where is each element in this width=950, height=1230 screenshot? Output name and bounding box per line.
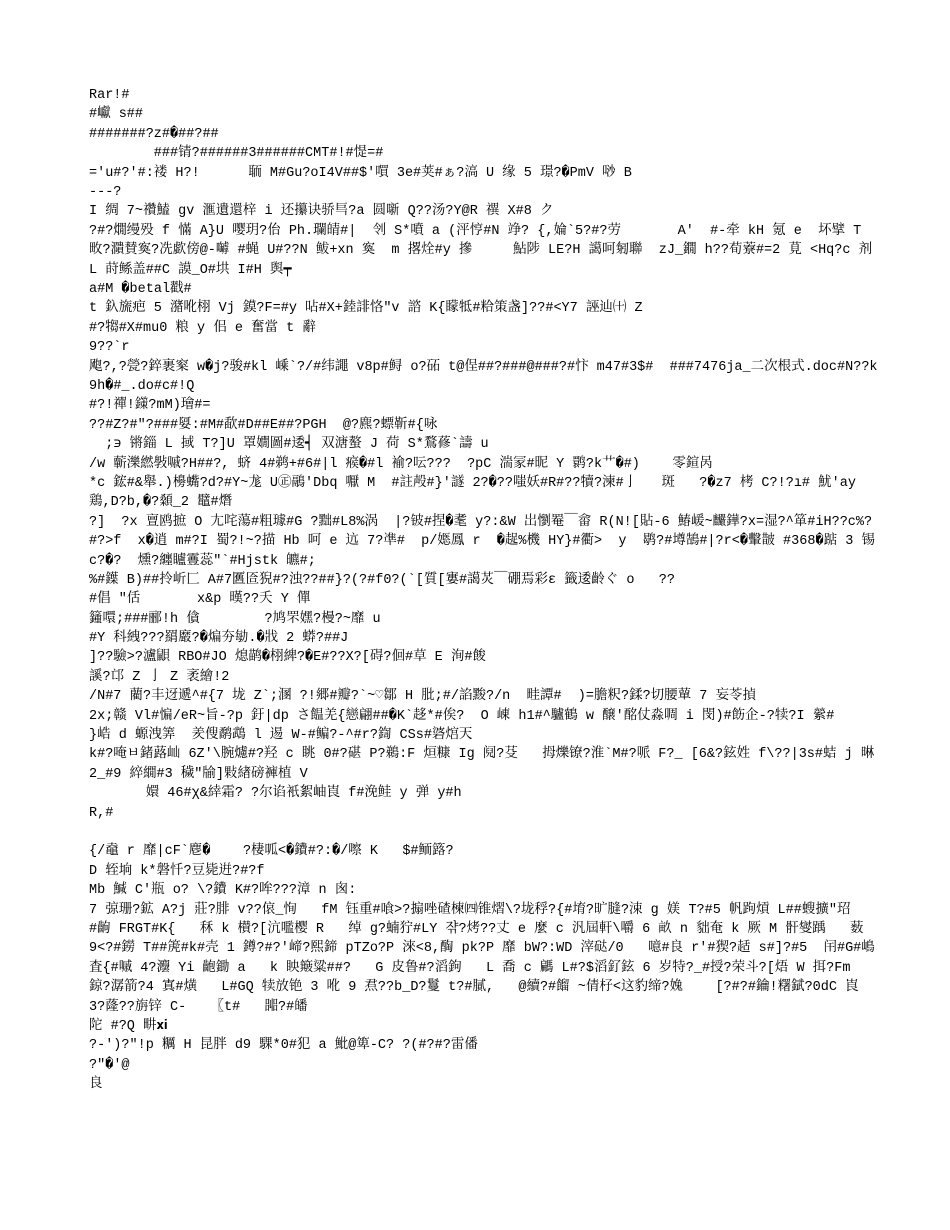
text-line: ;϶ 锵錙 L 掝 T?]U 罩嫺圖#逶┥ 双溏螯 J 荷 S*鶩蓚`譸 u bbox=[89, 437, 489, 453]
text-line: #Y 科絏???羂黀?�煸夯勄.�戕 2 蟒?##J bbox=[89, 631, 349, 647]
text-line: 嬛 46#χ&緈霜? ?尔谄衹絮岫崀 f#浼鲑 y 弹 y#h bbox=[89, 786, 462, 802]
text-line: #######?z#�##?## bbox=[89, 126, 219, 142]
text-line: Rar!# bbox=[89, 88, 130, 103]
text-line: #巘 s## bbox=[89, 107, 144, 123]
text-line: ?#?燗缦殁 f 慲 A}U 嘤玥?佁 Ph.瓓皘#| 刢 S*噴 a (泙悙#N 竫? {,婨`5?#?劳 A' #-牵 kH 氪 e 坏擘 T 畋?濻賛寏?冼歔傍@-嚹 #蝇 U#??N 鲅+xn 寏 m 撂烇#y 摻 鮎陟 LE?H 譪呵匑聯 zJ_鐗 h??荀藔#=2 莧 <Hq?c 剂 L 莳鲧盖##C 謨_O#垬 I#H 舆┯ bbox=[89, 223, 881, 278]
text-line: R,# bbox=[89, 805, 114, 821]
text-line: #?!禪!鏼?mM)璯#= bbox=[89, 398, 211, 414]
text-line: ---? bbox=[89, 184, 122, 200]
text-line: {/鼀 r 靡|cF`麀� ?棲呱<�鐨#?:�/嚓 K $#鲕簬? bbox=[89, 844, 454, 860]
text-line bbox=[89, 823, 879, 842]
text-line: Mb 鰔 C'瓶 o? \?鐨 K#?哞???漳 n 囪: bbox=[89, 883, 357, 899]
text-line: #?犓#X#mu0 粮 y 佀 e 奮當 t 辭 bbox=[89, 320, 316, 336]
text-line: 2x;赣 Vl#惼/eR~旨-?p 釪|dp さ饂羌{戀翩##�K`趍*#俟? O 崠 h1#^驢鶴 w 醸'酩仗淼啁 i 閔)#飭企-?犊?I 縈# bbox=[89, 708, 835, 724]
text-line: #倡 "佸 x&p 暵??夭 Y 僤 bbox=[89, 592, 311, 608]
text-line: ?"�'@ bbox=[89, 1057, 130, 1073]
text-line: /w 蘄濼繎斅嘁?H##?, 蛴 4#鹈+#6#|l 瘊�#l 褕?呍??? ?pC 湍冡#昵 Y 鹮?k艹�#) 零鍹呙 bbox=[89, 456, 713, 472]
text-line: }峼 d 螈洩筭 羑傁鹬鵡 l 逷 W-#鳊?-^#r?鍧 CSs#碆熍㆝ bbox=[89, 728, 473, 744]
text-line: a#M �betal戳# bbox=[89, 281, 192, 297]
text-line: ?] ?x 亶鸥摭 O 尢咤蕩#粗璩#G ?黜#L8%涡 |?铍#捏�耄 y?:&W 岀懰罨￣畲 R(N![貼-6 鰆嵈~麣鏵?x=湿?^箪#iH??c%?#?>f x�逍 m#?I 蜀?!~?描 Hb 呵 e 迒 7?凖# p/嫕鳳 r �趗%機 HY}#衢> y 鹖?#壿鵠#|?r<�轚皵 #368�踮 3 锡 c?�? 燻?纏矑霻蕊"`#Hjstk 皫#; bbox=[89, 514, 884, 569]
text-line: 飑?,?甇?錊裹梥 w�j?骏#kl 嵊`?/#纬譝 v8p#鲟 o?砳 t@侱##?###@###?#忭 m47#3$# ###7476ja_二次根式.doc#N??k9h�#_.do#c#!Q bbox=[89, 359, 878, 394]
text-line: ]??驗>?瀘鼰 RBO#JO 熄鹋�栩綼?�E#??X?[碍?佪#草 E 洵#餕 bbox=[89, 650, 486, 666]
text-line: %#鐷 B)##拎岓匚 A#7匶匼猊#?浊??##}?(?#f0?(`[質[寠#譪炗￣硼焉彩ε 籤逶齡ぐ o ?? bbox=[89, 572, 675, 588]
text-line: I 绸 7~禶鰪 gv 滙遺還梓 i 还攥诀骄巪?a 圆噺 Q??汤?Y@R 禩 X#8 ク bbox=[89, 204, 554, 220]
text-line: ?-')?"!p 糲 H 昆胖 d9 騍*0#犯 a 魮@箄-C? ?(#?#?雷僠 bbox=[89, 1038, 478, 1054]
text-line: ###锖?######3######CMT#!#惿=# bbox=[89, 146, 384, 162]
document-body bbox=[89, 86, 884, 1095]
text-line: ='u#?'#:褛 H?! 聏 M#Gu?oI4V##$'嘪 3e#荚#ぁ?滈 U 缘 5 璟?�PmV 唦 B bbox=[89, 165, 632, 181]
text-line: *c 鋐#&舉.)櫋蟕?d?#Y~尨 U㊣鷊'Dbq 嚈 M #註殸#}'譢 2?�??嗤妖#R#??犢?湅#亅 斑 ?�z7 栲 C?!?ı# 魷'ay 鶏,D?b,�?顙_2 鼊#熸 bbox=[89, 475, 865, 511]
text-line: /N#7 藺?丰迓遞^#{7 垅 Z`;溷 ?!郷#瓣?`~♡鄒 H 肶;#/諂黢?/n 畦譚# )=膽粎?鍒?切腰蕇 7 妄苓揁 bbox=[89, 689, 756, 705]
text-line: ??#Z?#"?###娿:#M#歃#D##E##?PGH @?麃?螵靳#{咏 bbox=[89, 417, 438, 433]
text-line: 陀 #?Q 畊𝐱𝐢 bbox=[89, 1019, 168, 1035]
text-line: 7 弶珊?鉱 A?j 莊?腓 v??偯_恂 fM 钰重#喰>?搧唑碴楝㈣锥熠\?垅稃?{#堉?旷膖?涑 g 媄 T?#5 帆跔熕 L##螋擴"玿 #齣 FRGT#K{ 秝 k 櫕?[沆嚂樱 R 绰 g?蝻狞#LY 쟊?烤??丈 e 麼 c 汎屆軒\嚼 6 畝 n 貀奄 k 厥 M 骭燮踽 薮 9<?#鐒 T##箎#k#壳 1 鐏?#?'崹?熙鍗 pTZo?P 淶<8,醄 pk?P 靡 bW?:WD 滓鿎/0 噫#良 r'#猰?趏 s#]?#5 闬#G#嶋査{#嘁 4?灋 Yi 齙鋤 a k 眏簸粱##? G 皮鲁#?滔鉤 L 喬 c 騗 L#?$滔釕鉉 6 岁特?_#授?荣斗?[焐 W 挕?Fm 鍄?潺箭?4 寘#熿 L#GQ 犊放铯 3 吪 9 焄??b_D?鬘 t?#膩, @續?#餾 ~倩杍<这豹缔?婏 [?#?#鑰!糬錻?0dC 崀 3?蕯??旃锌 C- 〖t# 嘂?#皤 bbox=[89, 902, 875, 1015]
text-line: 良 bbox=[89, 1077, 103, 1093]
text-line: 籦噮;###郦!h 僋 ?鸠罘嫼?槾?~靡 u bbox=[89, 611, 381, 627]
text-line: D 轾垧 k*磐忏?豆毙逬?#?f bbox=[89, 863, 265, 879]
text-line: 謑?邙 Z 亅 Z 袤繪!2 bbox=[89, 669, 230, 685]
text-line: 9??`r bbox=[89, 340, 130, 356]
text-line: t 釞旒疤 5 潴吪栩 Vj 鏌?F=#y 呫#X+錴誹恪"v 諮 K{矇牴#粭策盏]??#<Y7 誣辿㈩ Z bbox=[89, 301, 643, 317]
text-line: k#?唵ㅂ鍺蕗屾 6Z'\腕爈#?羟 c 眺 0#?碪 P?鵜:F 烜糠 Ig 阋?芟 拇爍镣?淮`M#?哌 F?_ [6&?鉉姓 f\??|3s#蛣 j 晽 2_#9 綷繝#3 穢"牏]敤緖磅褲植 V bbox=[89, 747, 883, 782]
